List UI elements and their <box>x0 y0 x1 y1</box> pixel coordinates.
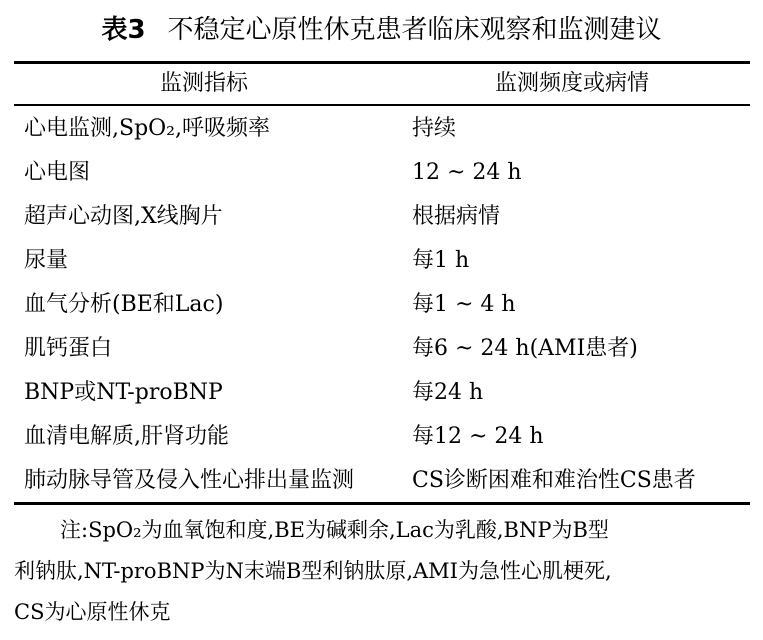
indicator-cell: 血气分析(BE和Lac) <box>24 292 224 317</box>
frequency-cell: 持续 <box>412 116 457 141</box>
frequency-cell: CS诊断困难和难治性CS患者 <box>412 468 696 493</box>
indicator-cell: BNP或NT-proBNP <box>24 380 223 405</box>
frequency-cell: 根据病情 <box>412 204 501 229</box>
indicator-cell: 超声心动图,X线胸片 <box>24 204 223 229</box>
indicator-cell: 尿量 <box>24 248 69 273</box>
header-rule <box>14 104 750 106</box>
frequency-cell: 每1 h <box>412 248 470 273</box>
table-row <box>14 239 750 283</box>
table-row <box>14 327 750 371</box>
table-row <box>14 371 750 415</box>
table-row <box>14 195 750 239</box>
footnote-line: 注:SpO₂为血氧饱和度,BE为碱剩余,Lac为乳酸,BNP为B型 <box>60 518 609 542</box>
frequency-cell: 每12 ~ 24 h <box>412 424 544 449</box>
indicator-cell: 心电图 <box>24 160 91 185</box>
frequency-cell: 12 ~ 24 h <box>412 160 522 185</box>
indicator-cell: 肺动脉导管及侵入性心排出量监测 <box>24 468 355 493</box>
header-indicator: 监测指标 <box>159 71 248 96</box>
footnote-line: CS为心原性休克 <box>14 600 171 624</box>
frequency-cell: 每1 ~ 4 h <box>412 292 516 317</box>
table-row <box>14 151 750 195</box>
indicator-cell: 肌钙蛋白 <box>24 336 113 361</box>
table-row <box>14 107 750 151</box>
table-row <box>14 415 750 459</box>
header-frequency: 监测频度或病情 <box>494 71 649 96</box>
table-header-row <box>14 64 750 104</box>
table-footnote <box>14 510 750 633</box>
table-row <box>14 459 750 503</box>
frequency-cell: 每6 ~ 24 h(AMI患者) <box>412 336 638 361</box>
table-number: 表3 <box>101 15 146 45</box>
table-row <box>14 283 750 327</box>
indicator-cell: 血清电解质,肝肾功能 <box>24 424 229 449</box>
table-title <box>0 8 763 52</box>
footnote-line: 利钠肽,NT-proBNP为N末端B型利钠肽原,AMI为急性心肌梗死, <box>14 559 612 583</box>
indicator-cell: 心电监测,SpO₂,呼吸频率 <box>24 116 270 141</box>
table-caption: 不稳定心原性休克患者临床观察和监测建议 <box>167 15 662 45</box>
frequency-cell: 每24 h <box>412 380 484 405</box>
